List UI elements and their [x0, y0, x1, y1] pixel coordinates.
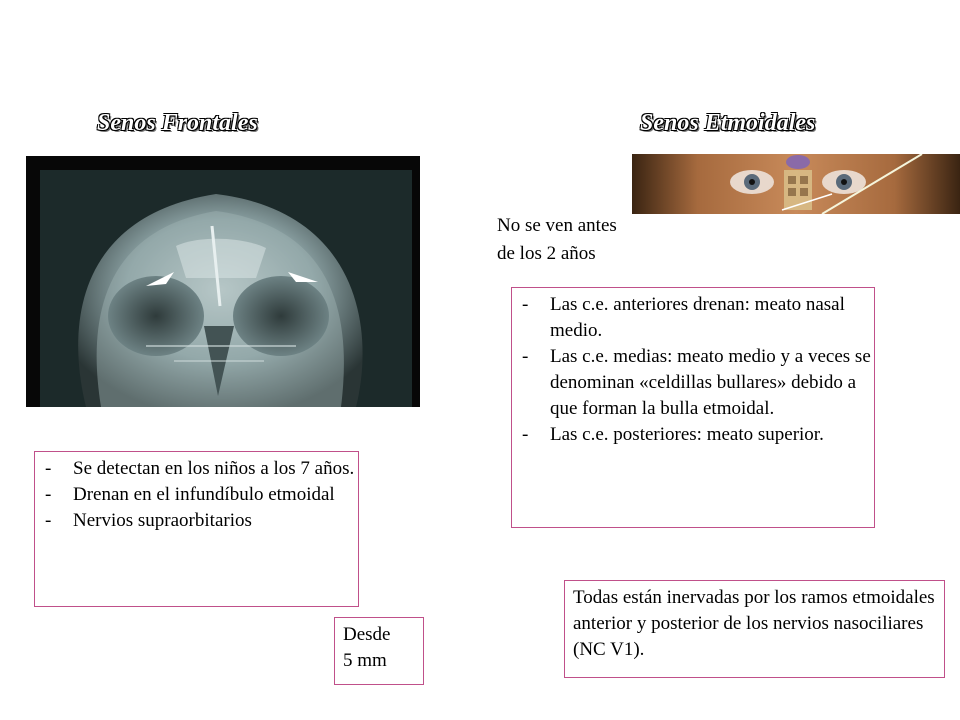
etmoidales-facts-list	[512, 292, 874, 448]
size-note-line: Desde	[343, 624, 391, 645]
etmoidales-facts-box	[511, 287, 875, 528]
age-note-line: de los 2 años	[497, 243, 596, 264]
size-note-box	[334, 617, 424, 685]
list-item: - Se detectan en los niños a los 7 años.	[35, 456, 358, 482]
ethmoid-face-drawing	[632, 154, 960, 214]
innervation-text: Todas están inervadas por los ramos etmoidales anterior y posterior de los nervios nasociliares (NC V1).	[573, 587, 935, 660]
age-note-line: No se ven antes	[497, 215, 617, 236]
frontales-facts-list	[35, 456, 358, 534]
innervation-box	[564, 580, 945, 678]
list-item: - Nervios supraorbitarios	[35, 508, 358, 534]
senos-etmoidales-title: Senos Etmoidales	[640, 110, 816, 136]
size-note-line: 5 mm	[343, 650, 387, 671]
skull-xray-drawing	[26, 156, 420, 407]
frontales-facts-box	[34, 451, 359, 607]
skull-xray-image	[26, 156, 420, 407]
senos-frontales-title: Senos Frontales	[97, 110, 258, 136]
ethmoid-face-illustration	[632, 154, 960, 214]
list-item: - Las c.e. posteriores: meato superior.	[512, 422, 874, 448]
list-item: - Drenan en el infundíbulo etmoidal	[35, 482, 358, 508]
list-item: - Las c.e. anteriores drenan: meato nasal medio.	[512, 292, 874, 344]
list-item: - Las c.e. medias: meato medio y a veces se denominan «celdillas bullares» debido a que forman la bulla etmoidal.	[512, 344, 874, 422]
age-note	[497, 212, 667, 268]
